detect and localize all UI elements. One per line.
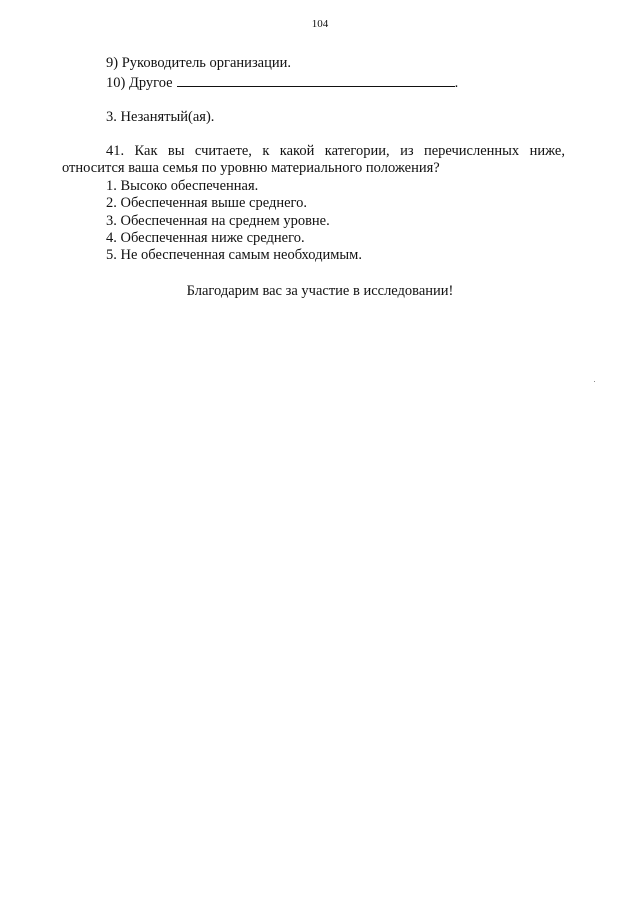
answer-option-3: 3. Обеспеченная на среднем уровне. <box>106 213 330 229</box>
option-unemployed: 3. Незанятый(ая). <box>106 109 215 125</box>
page-number: 104 <box>311 18 329 30</box>
list-item-10 <box>106 74 458 92</box>
question-41-line-2: относится ваша семья по уровню материального положения? <box>62 160 440 176</box>
closing-thanks: Благодарим вас за участие в исследовании! <box>186 283 454 299</box>
question-41-line-1: 41. Как вы считаете, к какой категории, из перечисленных ниже, <box>106 143 565 159</box>
answer-option-2: 2. Обеспеченная выше среднего. <box>106 195 307 211</box>
fill-in-blank-line <box>177 74 455 87</box>
answer-option-4: 4. Обеспеченная ниже среднего. <box>106 230 305 246</box>
list-item-10-end: . <box>454 75 459 91</box>
scan-speck <box>594 381 595 382</box>
answer-option-5: 5. Не обеспеченная самым необходимым. <box>106 247 362 263</box>
list-item-9: 9) Руководитель организации. <box>106 55 292 71</box>
list-item-10-label: 10) Другое <box>106 75 173 91</box>
answer-option-1: 1. Высоко обеспеченная. <box>106 178 259 194</box>
